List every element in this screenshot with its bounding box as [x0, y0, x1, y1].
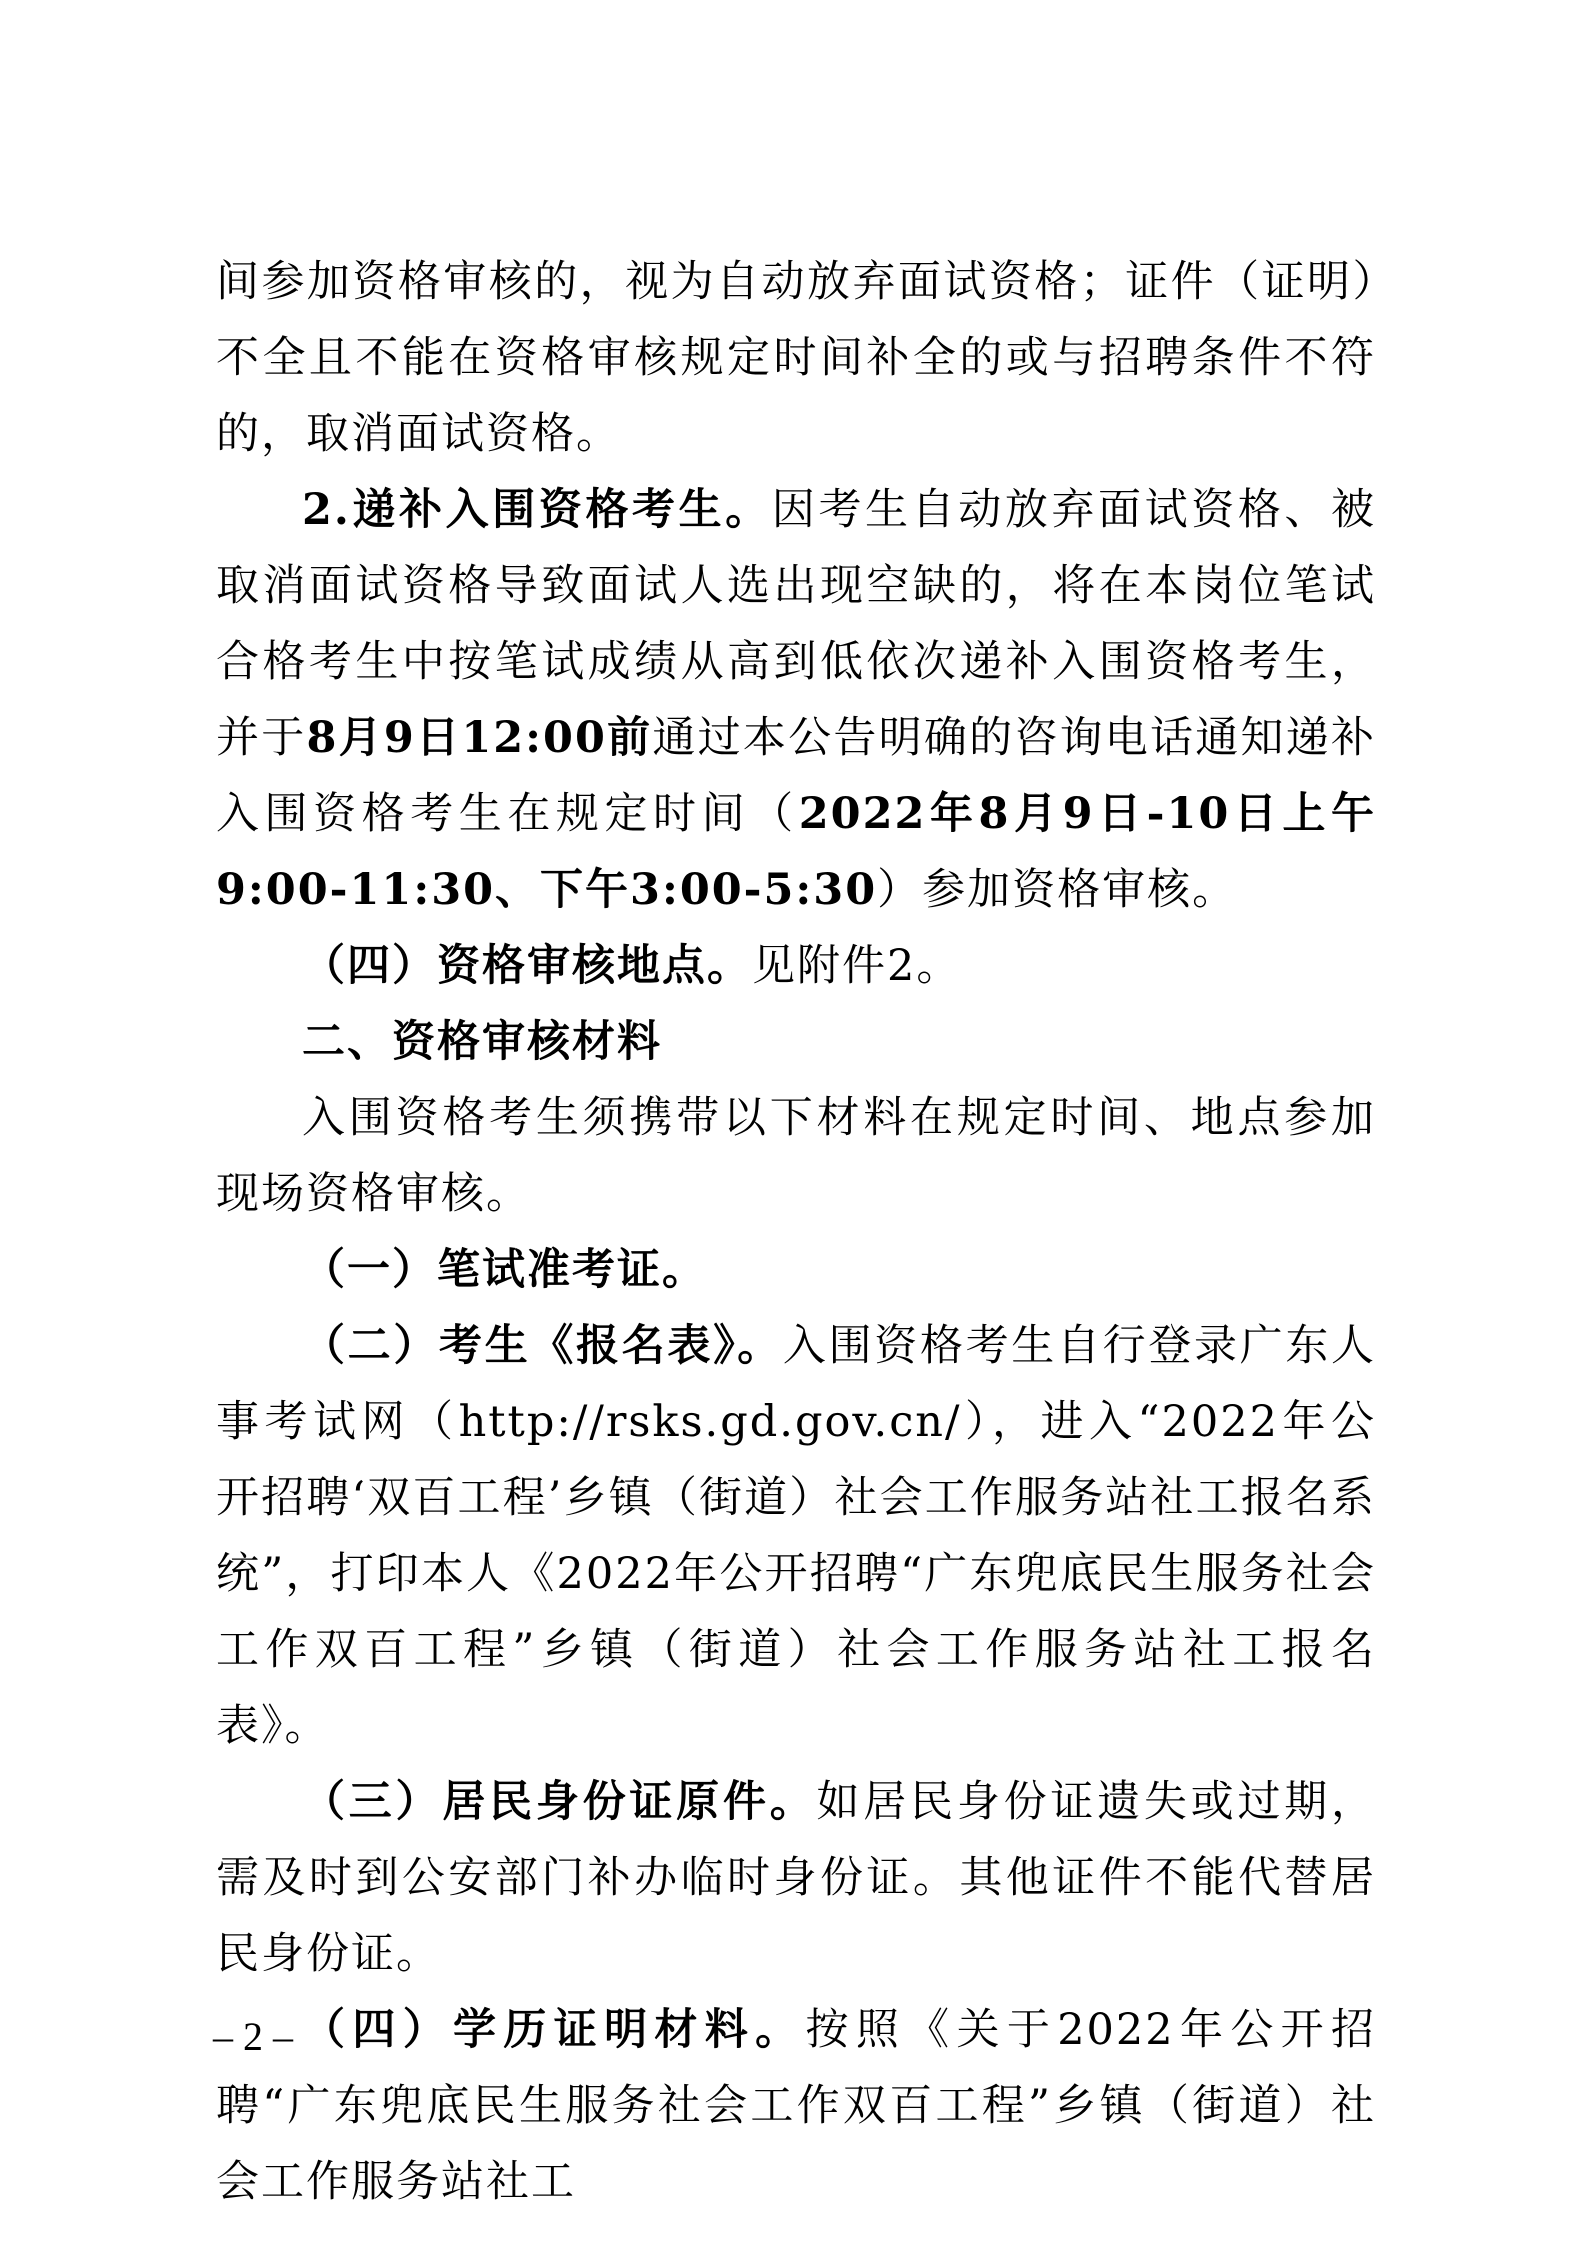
paragraph-continuation: 间参加资格审核的，视为自动放弃面试资格；证件（证明）不全且不能在资格审核规定时间补全的或与招聘条件不符的，取消面试资格。 [216, 257, 1376, 459]
heading-review-materials [216, 1004, 1376, 1080]
review-time-text: 2022年8月9日-10日上午9:00-11:30、下午3:00-5:30 [216, 789, 1377, 915]
section-heading: （二）考生《报名表》。 [302, 1321, 783, 1371]
deadline-text: 8月9日12:00前 [306, 713, 653, 763]
page-number: – 2 – [213, 2014, 293, 2059]
paragraph-materials-intro: 入围资格考生须携带以下材料在规定时间、地点参加现场资格审核。 [216, 1093, 1376, 1219]
paragraph-id-card: （三）居民身份证原件。如居民身份证遗失或过期，需及时到公安部门补办临时身份证。其他证件不能代替居民身份证。 [216, 1777, 1376, 1979]
section-heading: （三）居民身份证原件。 [302, 1777, 817, 1827]
paragraph-admission-ticket [216, 1232, 1376, 1308]
paragraph-registration-form: （二）考生《报名表》。入围资格考生自行登录广东人事考试网（http://rsks.gd.gov.cn/），进入“2022年公开招聘‘双百工程’乡镇（街道）社会工作服务站社工报名系统”，打印本人《2022年公开招聘“广东兜底民生服务社会工作双百工程”乡镇（街道）社会工作服务站社工报名表》。 [216, 1321, 1377, 1751]
paragraph-review-location: （四）资格审核地点。见附件2。 [302, 941, 962, 991]
paragraph-supplementary-candidates: 2.递补入围资格考生。因考生自动放弃面试资格、被取消面试资格导致面试人选出现空缺的，将在本岗位笔试合格考生中按笔试成绩从高到低依次递补入围资格考生，并于8月9日12:00前通过本公告明确的咨询电话通知递补入围资格考生在规定时间（2022年8月9日-10日上午9:00-11:30、下午3:00-5:30）参加资格审核。 [216, 485, 1377, 915]
section-heading: （四）资格审核地点。 [302, 941, 752, 991]
section-heading: （一）笔试准考证。 [302, 1245, 707, 1295]
section-heading: （四）学历证明材料。 [302, 2005, 806, 2055]
section-heading: 二、资格审核材料 [302, 1017, 662, 1067]
paragraph-education-proof: （四）学历证明材料。按照《关于2022年公开招聘“广东兜底民生服务社会工作双百工程”乡镇（街道）社会工作服务站社工 [216, 2005, 1377, 2207]
document-body [216, 244, 1376, 2220]
section-heading: 2.递补入围资格考生。 [302, 485, 772, 535]
